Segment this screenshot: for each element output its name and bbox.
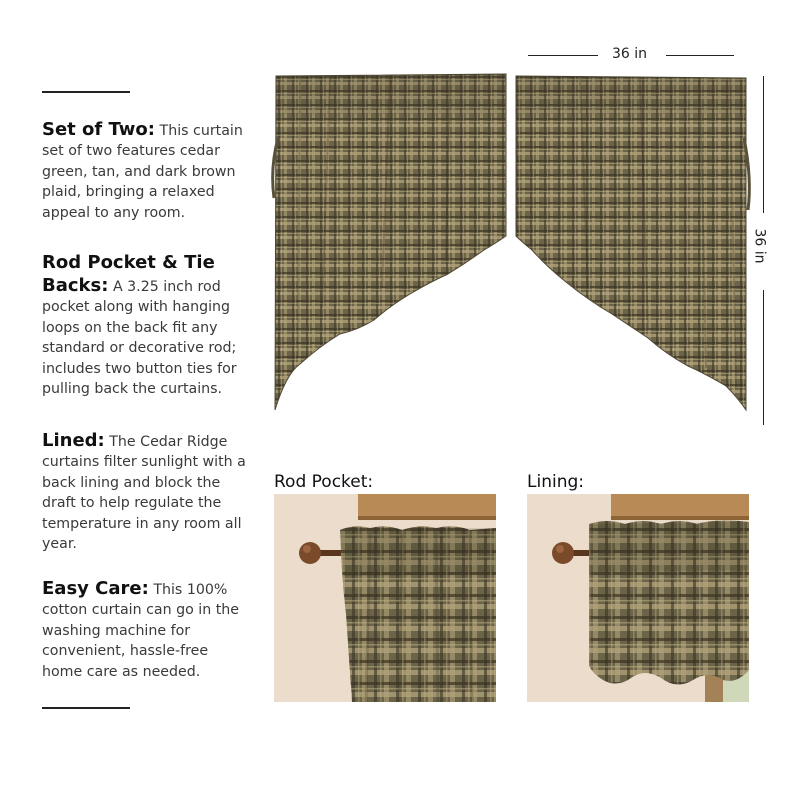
feature-easy-care — [42, 579, 252, 682]
feature-rod-pocket — [42, 250, 252, 399]
height-dimension-label: 36 in — [751, 228, 768, 264]
feature-heading: Set of Two: — [42, 119, 156, 140]
height-dimension-line-top — [763, 76, 764, 213]
feature-text: This 100% cotton curtain can go in the washing machine for convenient, hassle-free home care as needed. — [42, 582, 240, 680]
swag-curtain-pair-image — [270, 68, 760, 418]
width-dimension-line-left — [528, 55, 598, 56]
rod-finial — [552, 542, 574, 564]
height-dimension-line-bottom — [763, 290, 764, 425]
feature-set-of-two — [42, 120, 252, 223]
width-dimension-label: 36 in — [612, 46, 648, 62]
feature-lined — [42, 431, 252, 554]
feature-text: The Cedar Ridge curtains filter sunlight with a back lining and block the draft to help regulate the temperature in any room all year. — [42, 434, 246, 553]
left-curtain-panel — [275, 74, 506, 410]
top-divider — [42, 91, 130, 93]
width-dimension-line-right — [666, 55, 734, 56]
lining-photo — [527, 494, 749, 702]
feature-heading: Easy Care: — [42, 578, 149, 599]
lining-label: Lining: — [527, 472, 584, 492]
rod-finial — [299, 542, 321, 564]
feature-text: A 3.25 inch rod pocket along with hanging loops on the back fit any standard or decorative rod; includes two button ties for pulling back the curtains. — [42, 279, 237, 398]
feature-heading: Lined: — [42, 430, 105, 451]
feature-heading: Backs: — [42, 275, 109, 296]
rod-pocket-label: Rod Pocket: — [274, 472, 374, 492]
right-curtain-panel — [516, 76, 746, 410]
feature-text: This curtain set of two features cedar green, tan, and dark brown plaid, bringing a relaxed appeal to any room. — [42, 123, 243, 221]
rod-pocket-photo — [274, 494, 496, 702]
feature-heading: Rod Pocket & Tie — [42, 252, 215, 273]
bottom-divider — [42, 707, 130, 709]
